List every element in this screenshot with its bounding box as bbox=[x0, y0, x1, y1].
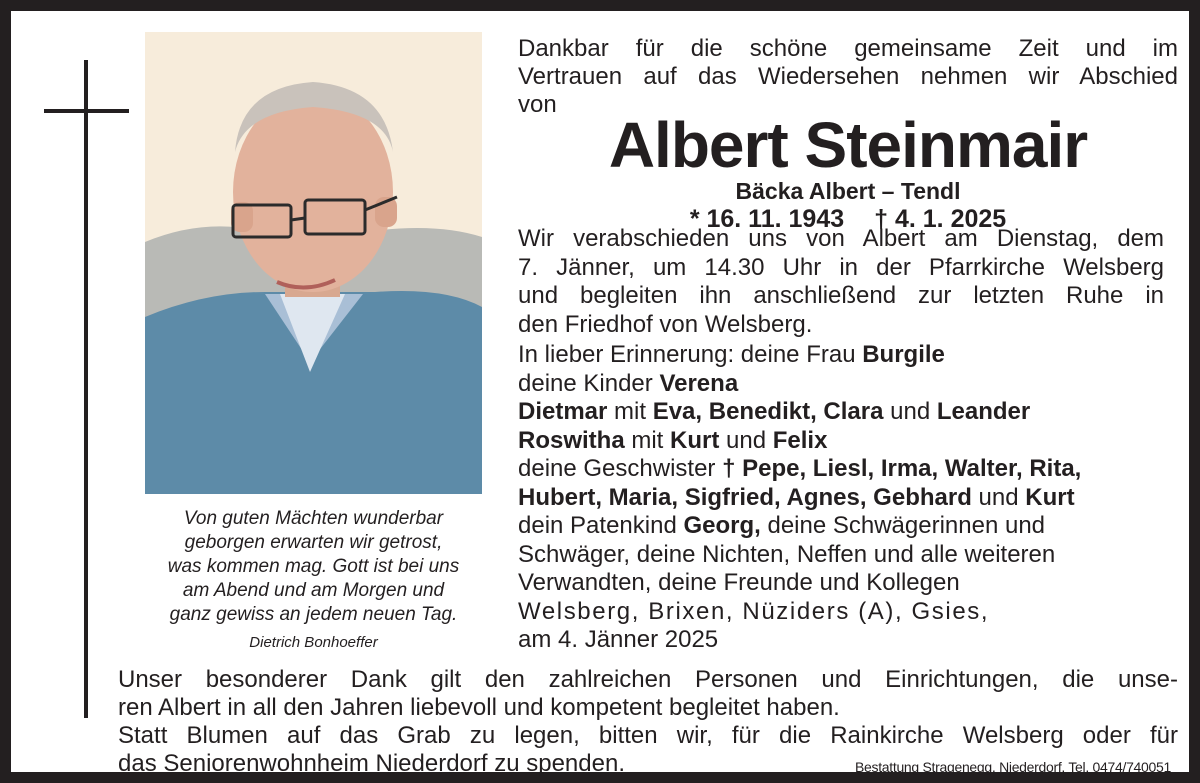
closing-line: Unser besonderer Dank gilt den zahlreichen Personen und Einrichtungen, die unse- bbox=[118, 666, 1178, 693]
mourner-line-godchild: dein Patenkind Georg, deine Schwägerinnen und bbox=[518, 512, 1046, 539]
closing-line: ren Albert in all den Jahren liebevoll und kompetent begleitet haben. bbox=[118, 694, 840, 721]
intro-line: von bbox=[518, 91, 557, 118]
spouse-name: Burgile bbox=[862, 341, 945, 368]
notice-date: am 4. Jänner 2025 bbox=[518, 626, 719, 653]
quote-author: Dietrich Bonhoeffer bbox=[249, 634, 378, 651]
birth-date: * 16. 11. 1943 bbox=[689, 205, 845, 233]
mourner-line-relatives: Schwäger, deine Nichten, Neffen und alle weiteren bbox=[518, 540, 1056, 568]
mourners-list bbox=[518, 341, 1164, 655]
funeral-info bbox=[518, 225, 1164, 339]
mourner-line-siblings: deine Geschwister † Pepe, Liesl, Irma, Walter, Rita, bbox=[518, 455, 1082, 482]
mourner-line-roswitha: Roswitha mit Kurt und Felix bbox=[518, 426, 828, 454]
mourner-line-dietmar: Dietmar mit Eva, Benedikt, Clara und Leander bbox=[518, 398, 1031, 425]
intro-line: Dankbar für die schöne gemeinsame Zeit und im bbox=[518, 35, 1178, 62]
quote-line: Von guten Mächten wunderbar bbox=[183, 508, 444, 529]
quote-line: am Abend und am Morgen und bbox=[182, 580, 445, 601]
obituary-notice bbox=[11, 11, 1189, 777]
mourner-line-children: deine Kinder Verena bbox=[518, 369, 739, 397]
deceased-name: Albert Steinmair bbox=[608, 109, 1088, 181]
funeral-home-contact: Bestattung Stragenegg, Niederdorf, Tel. 0474/740051 bbox=[854, 759, 1171, 775]
cross-icon bbox=[84, 60, 88, 718]
mourner-line-friends: Verwandten, deine Freunde und Kollegen bbox=[518, 569, 960, 596]
mourner-places: Welsberg, Brixen, Nüziders (A), Gsies, bbox=[518, 597, 990, 625]
quote-line: ganz gewiss an jedem neuen Tag. bbox=[169, 604, 458, 625]
closing-line: das Seniorenwohnheim Niederdorf zu spenden. bbox=[118, 750, 625, 777]
portrait-photo bbox=[145, 32, 482, 494]
cross-icon-bar bbox=[44, 109, 129, 113]
funeral-line: 7. Jänner, um 14.30 Uhr in der Pfarrkirche Welsberg bbox=[518, 253, 1164, 281]
deceased-nickname: Bäcka Albert – Tendl bbox=[735, 178, 961, 204]
intro-line: Vertrauen auf das Wiedersehen nehmen wir Abschied bbox=[518, 63, 1178, 90]
quote-line: was kommen mag. Gott ist bei uns bbox=[167, 556, 460, 577]
mourner-line-spouse: In lieber Erinnerung: deine Frau Burgile bbox=[518, 341, 945, 368]
bonhoeffer-quote bbox=[141, 507, 486, 627]
quote-line: geborgen erwarten wir getrost, bbox=[184, 532, 443, 553]
closing-line: Statt Blumen auf das Grab zu legen, bitten wir, für die Rainkirche Welsberg oder für bbox=[118, 722, 1178, 749]
funeral-line: Wir verabschieden uns von Albert am Dienstag, dem bbox=[518, 225, 1164, 252]
death-date: † 4. 1. 2025 bbox=[874, 205, 1007, 233]
intro-text bbox=[518, 35, 1178, 119]
mourner-line-siblings-2: Hubert, Maria, Sigfried, Agnes, Gebhard und Kurt bbox=[518, 483, 1075, 511]
funeral-line: den Friedhof von Welsberg. bbox=[518, 310, 813, 338]
funeral-line: und begleiten ihn anschließend zur letzten Ruhe in bbox=[518, 282, 1164, 309]
portrait-illustration bbox=[145, 32, 482, 494]
